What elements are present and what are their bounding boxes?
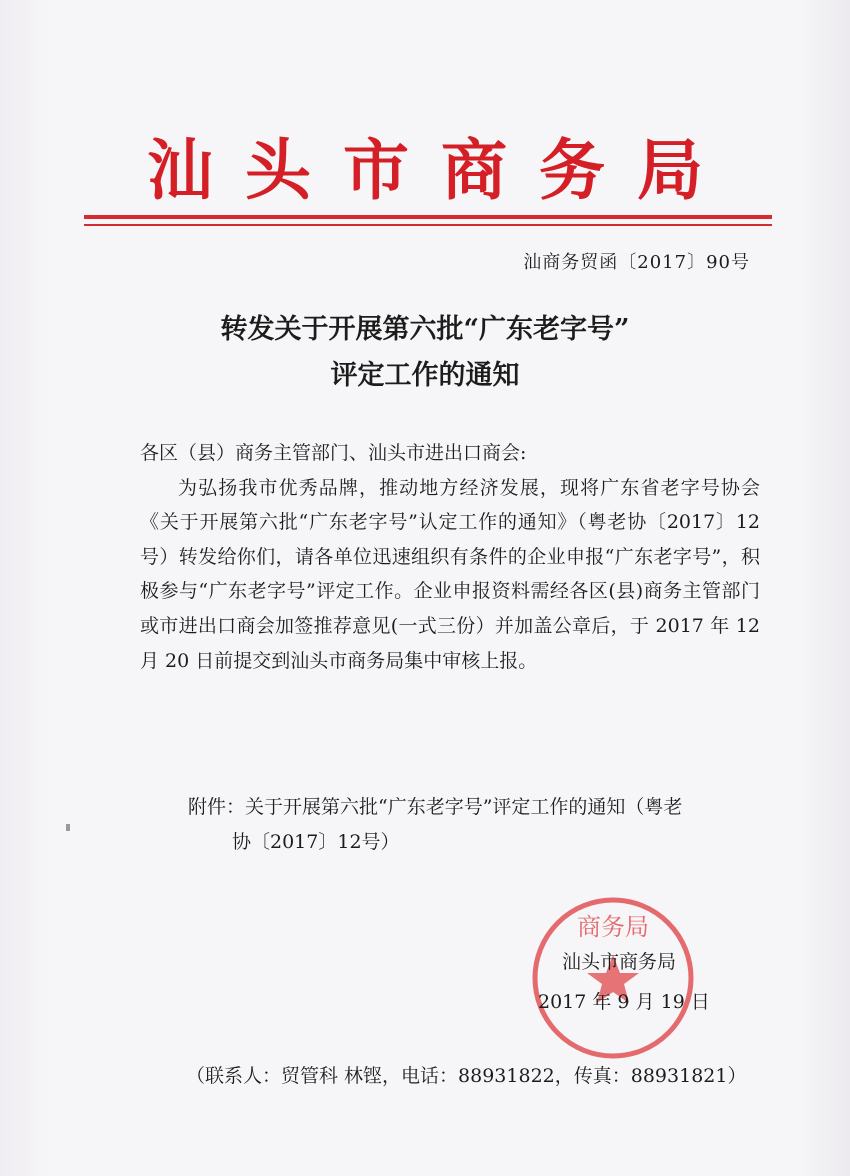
document-title-line-1: 转发关于开展第六批“广东老字号” [220, 314, 630, 345]
attachment-note [188, 790, 748, 860]
signature-date: 2017 年 9 月 19 日 [538, 991, 710, 1013]
document-body [140, 436, 760, 678]
red-header-rule-thin [84, 224, 772, 226]
contact-info: （联系人：贸管科 林铿，电话：88931822，传真：88931821） [186, 1065, 747, 1087]
issuing-authority-header: 汕头市商务局 [147, 131, 735, 209]
signature-organization: 汕头市商务局 [562, 951, 677, 973]
addressee: 各区（县）商务主管部门、汕头市进出口商会: [140, 442, 527, 464]
attachment-line-2: 协〔2017〕12号） [232, 831, 400, 853]
official-seal [528, 893, 698, 1063]
scan-speck [66, 824, 70, 831]
document-title-line-2: 评定工作的通知 [330, 360, 520, 391]
body-paragraph: 为弘扬我市优秀品牌，推动地方经济发展，现将广东省老字号协会《关于开展第六批“广东老字号”认定工作的通知》（粤老协〔2017〕12 号）转发给你们，请各单位迅速组织有条件的企业申报“广东老字号”，积极参与“广东老字号”评定工作。企业申报资料需经各区(县)商务主管部门或市进出口商会加签推荐意见(一式三份）并加盖公章后，于 2017 年 12 月 20 日前提交到汕头市商务局集中审核上报。 [140, 476, 760, 672]
red-header-rule-thick [84, 215, 772, 219]
document-number: 汕商务贸函〔2017〕90号 [523, 252, 750, 273]
seal-text: 商务局 [577, 913, 649, 941]
attachment-line-1: 附件：关于开展第六批“广东老字号”评定工作的通知（粤老 [188, 796, 683, 818]
